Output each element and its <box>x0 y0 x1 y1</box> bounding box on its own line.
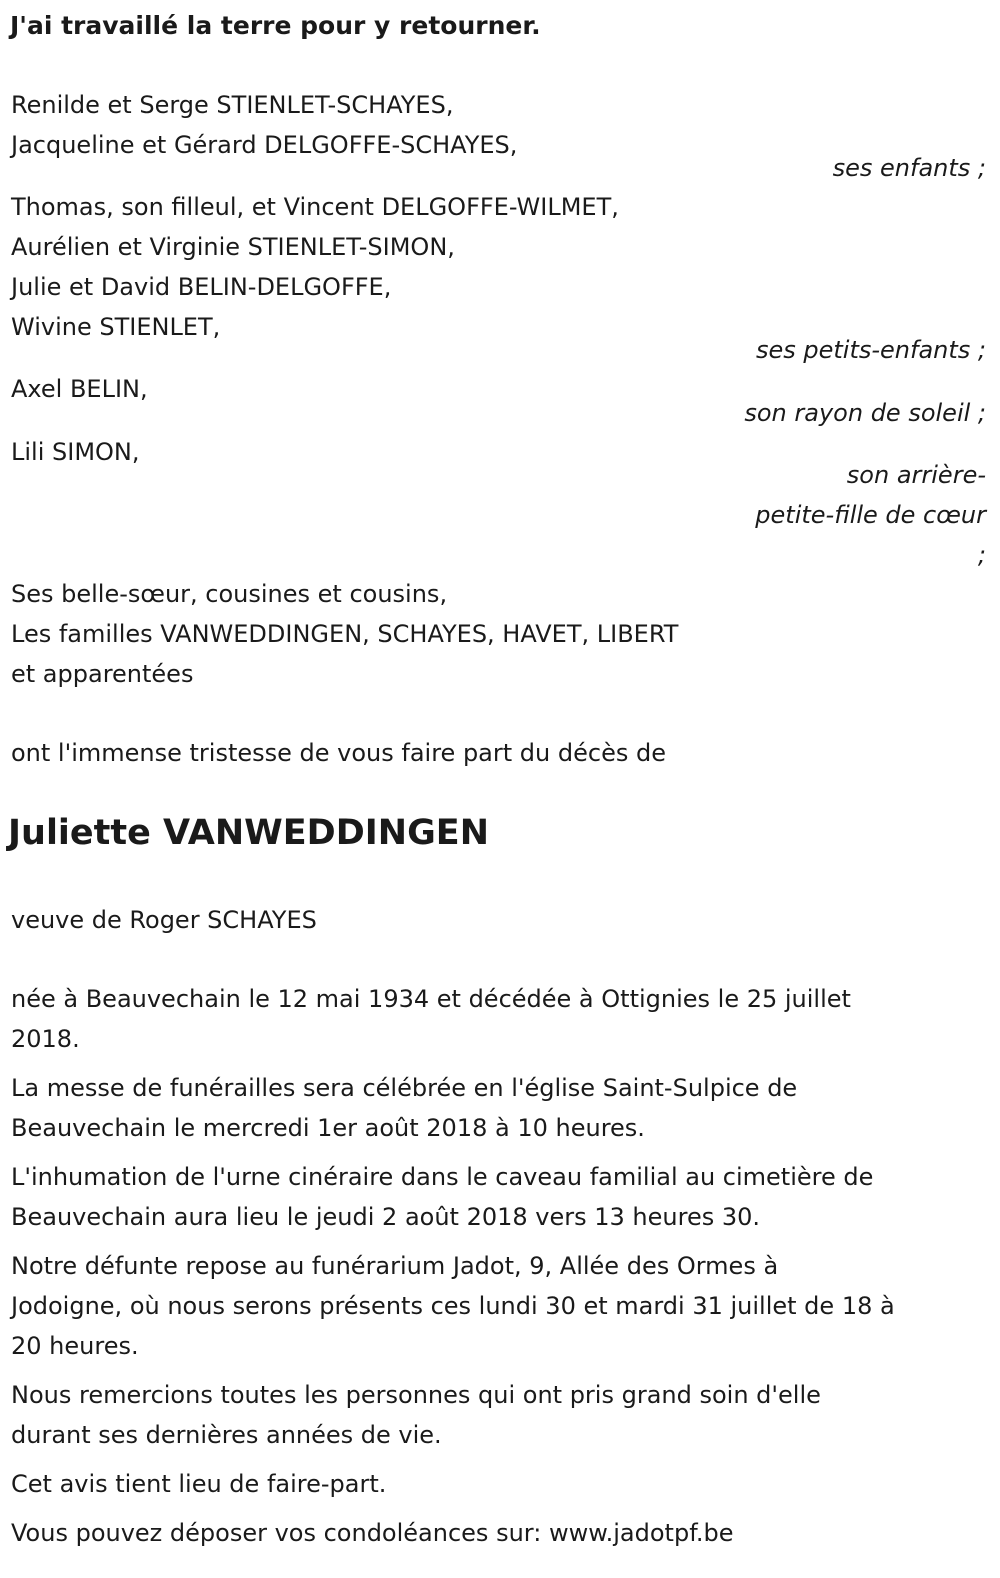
paragraph-birth-death: 2018. <box>11 1025 80 1053</box>
paragraph-condolences: Vous pouvez déposer vos condoléances sur: www.jadotpf.be <box>11 1519 734 1547</box>
paragraph-funeral-mass: La messe de funérailles sera célébrée en l'église Saint-Sulpice de <box>11 1074 798 1102</box>
paragraph-thanks: durant ses dernières années de vie. <box>11 1421 442 1449</box>
deceased-name: Juliette VANWEDDINGEN <box>8 813 490 853</box>
great-granddaughter-name: Lili SIMON, <box>11 438 140 466</box>
grandchildren-line: Aurélien et Virginie STIENLET-SIMON, <box>11 233 455 261</box>
children-line: Renilde et Serge STIENLET-SCHAYES, <box>11 91 454 119</box>
paragraph-visitation: Jodoigne, où nous serons présents ces lundi 30 et mardi 31 juillet de 18 à <box>11 1292 895 1320</box>
paragraph-burial: Beauvechain aura lieu le jeudi 2 août 2018 vers 13 heures 30. <box>11 1203 761 1231</box>
family-line: et apparentées <box>11 660 194 688</box>
paragraph-visitation: 20 heures. <box>11 1332 139 1360</box>
paragraph-birth-death: née à Beauvechain le 12 mai 1934 et décédée à Ottignies le 25 juillet <box>11 985 851 1013</box>
widow-of: veuve de Roger SCHAYES <box>11 906 317 934</box>
paragraph-visitation: Notre défunte repose au funérarium Jadot, 9, Allée des Ormes à <box>11 1252 779 1280</box>
paragraph-thanks: Nous remercions toutes les personnes qui ont pris grand soin d'elle <box>11 1381 821 1409</box>
grandchildren-line: Thomas, son filleul, et Vincent DELGOFFE-WILMET, <box>11 193 619 221</box>
family-line: Ses belle-sœur, cousines et cousins, <box>11 580 448 608</box>
great-granddaughter-role: petite-fille de cœur <box>755 501 986 529</box>
paragraph-notice: Cet avis tient lieu de faire-part. <box>11 1470 387 1498</box>
epigraph: J'ai travaillé la terre pour y retourner. <box>10 11 541 40</box>
paragraph-burial: L'inhumation de l'urne cinéraire dans le caveau familial au cimetière de <box>11 1163 874 1191</box>
great-granddaughter-role: son arrière- <box>846 461 986 489</box>
children-role: ses enfants ; <box>832 154 986 182</box>
family-line: Les familles VANWEDDINGEN, SCHAYES, HAVET, LIBERT <box>11 620 679 648</box>
sunshine-name: Axel BELIN, <box>11 375 148 403</box>
children-line: Jacqueline et Gérard DELGOFFE-SCHAYES, <box>11 131 518 159</box>
announcement: ont l'immense tristesse de vous faire part du décès de <box>11 739 666 767</box>
great-granddaughter-role: ; <box>977 541 986 569</box>
paragraph-funeral-mass: Beauvechain le mercredi 1er août 2018 à 10 heures. <box>11 1114 645 1142</box>
grandchildren-line: Wivine STIENLET, <box>11 313 221 341</box>
sunshine-role: son rayon de soleil ; <box>744 399 986 427</box>
grandchildren-role: ses petits-enfants ; <box>755 336 986 364</box>
grandchildren-line: Julie et David BELIN-DELGOFFE, <box>11 273 392 301</box>
